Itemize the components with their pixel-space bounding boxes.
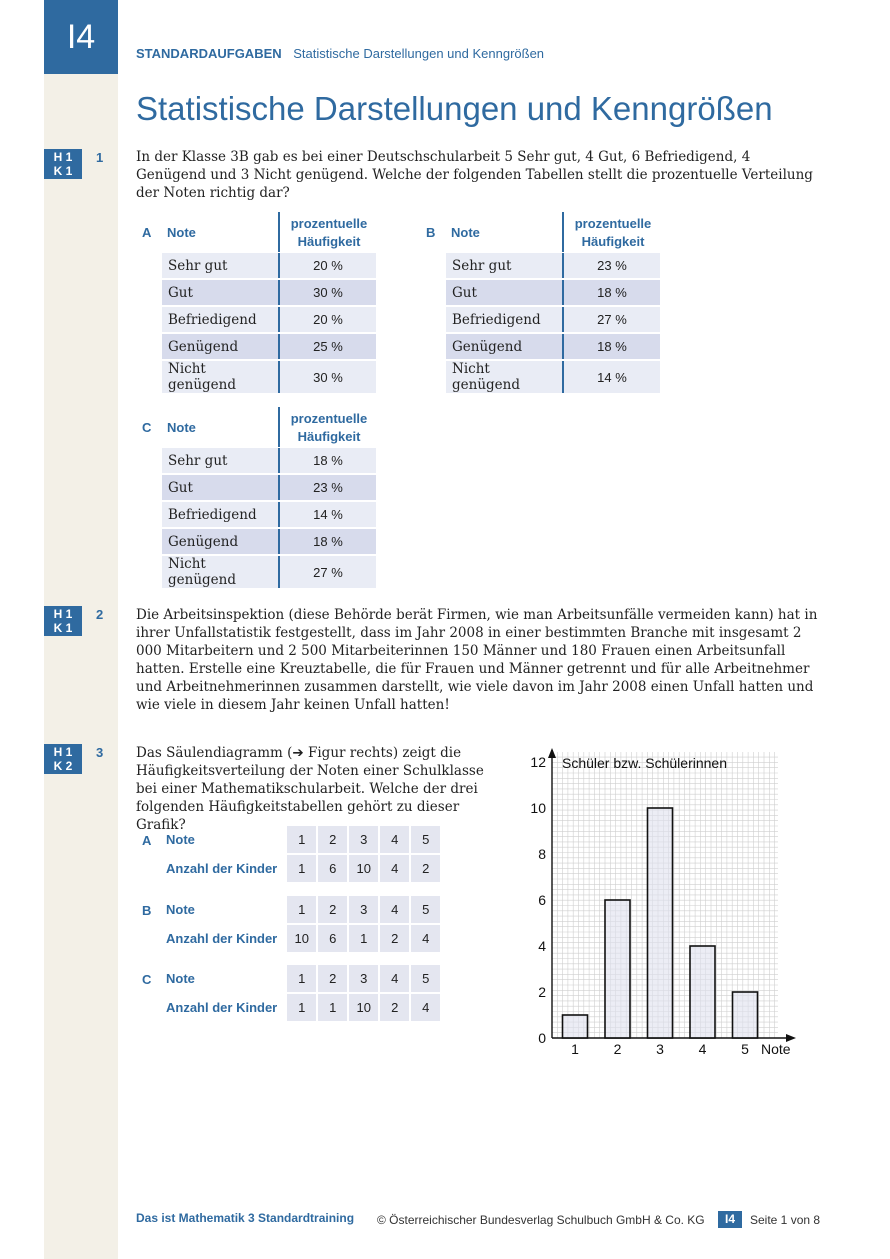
percent-cell: 30 % — [278, 361, 376, 393]
row-label-note: Note — [166, 902, 195, 917]
count-cell: 1 — [349, 925, 378, 952]
task-3-text: Das Säulendiagramm (➔ Figur rechts) zeigt die Häufigkeitsverteilung der Noten einer Schulklasse bei einer Mathematikschularbeit. Welche der drei folgenden Häufigkeitstabellen gehört zu dieser Grafik? — [136, 745, 484, 833]
y-tick-label: 4 — [538, 938, 546, 954]
column-header-line2: Häufigkeit — [297, 429, 361, 444]
note-cell: Genügend — [162, 529, 278, 554]
percent-cell: 20 % — [278, 253, 376, 278]
count-cell: 6 — [318, 855, 347, 882]
note-cell: 3 — [349, 896, 378, 923]
percent-cell: 18 % — [562, 280, 660, 305]
count-cell: 1 — [318, 994, 347, 1021]
y-axis-arrow — [548, 748, 556, 758]
count-row — [165, 855, 440, 882]
percent-cell: 14 % — [562, 361, 660, 393]
row-label-note: Note — [166, 832, 195, 847]
column-header-percent — [279, 215, 379, 251]
option-label: C — [142, 420, 152, 435]
y-tick-label: 8 — [538, 846, 546, 862]
note-cell: 1 — [287, 896, 316, 923]
note-cell: Befriedigend — [162, 307, 278, 332]
percent-cell: 25 % — [278, 334, 376, 359]
bar — [690, 946, 715, 1038]
column-divider — [562, 212, 564, 252]
note-cell: 1 — [287, 965, 316, 992]
note-cell: Sehr gut — [162, 448, 278, 473]
note-cell: 1 — [287, 826, 316, 853]
task-number: 3 — [96, 745, 104, 760]
y-tick-label: 6 — [538, 892, 546, 908]
option-label: B — [142, 903, 152, 918]
y-axis-label: Schüler bzw. Schülerinnen — [562, 755, 727, 771]
y-tick-label: 2 — [538, 984, 546, 1000]
section-label: STANDARDAUFGABEN — [136, 46, 282, 61]
row-label-count: Anzahl der Kinder — [166, 931, 278, 946]
note-cell: 3 — [349, 826, 378, 853]
grade-table-a — [162, 251, 376, 395]
table-row — [162, 361, 376, 393]
note-cell: 5 — [411, 896, 440, 923]
table-row — [162, 529, 376, 554]
grade-table-c — [162, 446, 376, 590]
frequency-table-b — [163, 894, 442, 954]
footer-publisher: © Österreichischer Bundesverlag Schulbuch GmbH & Co. KG — [377, 1213, 705, 1227]
count-cell: 10 — [349, 994, 378, 1021]
count-cell: 1 — [287, 855, 316, 882]
count-cell: 2 — [411, 855, 440, 882]
x-tick-label: 1 — [571, 1041, 579, 1057]
percent-cell: 20 % — [278, 307, 376, 332]
table-row — [446, 307, 660, 332]
table-row — [162, 253, 376, 278]
count-row — [165, 925, 440, 952]
row-label-note: Note — [166, 971, 195, 986]
column-header-note: Note — [451, 225, 480, 240]
column-header-line2: Häufigkeit — [297, 234, 361, 249]
column-header-line1: prozentuelle — [290, 216, 368, 231]
page-header — [136, 46, 544, 61]
bar-chart — [520, 740, 810, 1070]
note-row — [165, 896, 440, 923]
task-1-text: In der Klasse 3B gab es bei einer Deutschschularbeit 5 Sehr gut, 4 Gut, 6 Befriedigend, 4 Genügend und 3 Nicht genügend. Welche der folgenden Tabellen stellt die prozentuelle Verteilung der Noten richtig dar? — [136, 149, 813, 201]
count-cell: 2 — [380, 994, 409, 1021]
column-header-line1: prozentuelle — [574, 216, 652, 231]
percent-cell: 18 % — [278, 448, 376, 473]
note-cell: Befriedigend — [446, 307, 562, 332]
count-cell: 4 — [411, 994, 440, 1021]
competence-badge-3 — [44, 744, 82, 774]
note-cell: Nicht genügend — [162, 361, 278, 393]
k-level: K 2 — [53, 759, 73, 773]
note-cell: Genügend — [162, 334, 278, 359]
column-header-percent — [279, 410, 379, 446]
count-cell: 4 — [380, 855, 409, 882]
table-row — [162, 280, 376, 305]
table-row — [162, 448, 376, 473]
h-level: H 1 — [53, 607, 73, 621]
k-level: K 1 — [53, 621, 73, 635]
note-row — [165, 826, 440, 853]
note-cell: Befriedigend — [162, 502, 278, 527]
option-label: B — [426, 225, 436, 240]
count-cell: 6 — [318, 925, 347, 952]
task-number: 2 — [96, 607, 104, 622]
table-row — [446, 253, 660, 278]
table-row — [162, 556, 376, 588]
column-divider — [278, 407, 280, 447]
frequency-table-c — [163, 963, 442, 1023]
table-row — [162, 475, 376, 500]
percent-cell: 23 % — [562, 253, 660, 278]
competence-badge-1 — [44, 149, 82, 179]
column-header-line1: prozentuelle — [290, 411, 368, 426]
h-level: H 1 — [53, 150, 73, 164]
column-header-note: Note — [167, 225, 196, 240]
y-tick-label: 12 — [530, 754, 546, 770]
y-tick-label: 0 — [538, 1030, 546, 1046]
table-row — [162, 307, 376, 332]
table-row — [162, 502, 376, 527]
option-label: C — [142, 972, 152, 987]
frequency-table-a — [163, 824, 442, 884]
column-header-note: Note — [167, 420, 196, 435]
task-2-text: Die Arbeitsinspektion (diese Behörde berät Firmen, wie man Arbeitsunfälle vermeiden kann) hat in ihrer Unfallstatistik festgestellt, dass im Jahr 2008 in einer bestimmten Branche mit insgesamt 2 000 Mitarbeitern und 2 500 Mitarbeiterinnen 150 Männer und 180 Frauen einen Arbeitsunfall hatten. Erstelle eine Kreuztabelle, die für Frauen und Männer getrennt und für alle Arbeitnehmer und Arbeitnehmerinnen zusammen darstellt, wie viele davon im Jahr 2008 einen Unfall hatten und wie viele in diesem Jahr keinen Unfall hatten! — [136, 607, 818, 713]
footer-book-title: Das ist Mathematik 3 Standardtraining — [136, 1211, 355, 1225]
h-level: H 1 — [53, 745, 73, 759]
percent-cell: 14 % — [278, 502, 376, 527]
note-cell: 2 — [318, 826, 347, 853]
column-divider — [278, 212, 280, 252]
percent-cell: 30 % — [278, 280, 376, 305]
percent-cell: 27 % — [562, 307, 660, 332]
note-cell: Gut — [162, 280, 278, 305]
note-cell: Sehr gut — [446, 253, 562, 278]
count-cell: 10 — [349, 855, 378, 882]
table-row — [446, 361, 660, 393]
competence-badge-2 — [44, 606, 82, 636]
page-title: Statistische Darstellungen und Kenngrößen — [136, 90, 773, 127]
x-tick-label: 2 — [613, 1041, 622, 1057]
k-level: K 1 — [53, 164, 73, 178]
footer-page-number: Seite 1 von 8 — [750, 1213, 821, 1227]
table-row — [162, 334, 376, 359]
task-number: 1 — [96, 150, 104, 165]
row-label-count: Anzahl der Kinder — [166, 861, 278, 876]
option-label: A — [142, 225, 152, 240]
count-row — [165, 994, 440, 1021]
row-label-count: Anzahl der Kinder — [166, 1000, 278, 1015]
percent-cell: 23 % — [278, 475, 376, 500]
option-label: A — [142, 833, 152, 848]
x-axis-label: Note — [761, 1041, 791, 1057]
count-cell: 1 — [287, 994, 316, 1021]
x-tick-label: 3 — [656, 1041, 664, 1057]
note-cell: Genügend — [446, 334, 562, 359]
note-cell: 2 — [318, 965, 347, 992]
note-cell: 2 — [318, 896, 347, 923]
percent-cell: 18 % — [278, 529, 376, 554]
note-cell: Gut — [446, 280, 562, 305]
note-cell: 4 — [380, 826, 409, 853]
table-row — [446, 334, 660, 359]
chapter-badge: I4 — [44, 0, 118, 74]
note-cell: 3 — [349, 965, 378, 992]
x-tick-label: 4 — [698, 1041, 707, 1057]
note-cell: 5 — [411, 965, 440, 992]
column-header-line2: Häufigkeit — [581, 234, 645, 249]
note-cell: Gut — [162, 475, 278, 500]
column-header-percent — [563, 215, 663, 251]
count-cell: 2 — [380, 925, 409, 952]
percent-cell: 18 % — [562, 334, 660, 359]
x-tick-label: 5 — [741, 1041, 749, 1057]
note-cell: Nicht genügend — [446, 361, 562, 393]
grade-table-b — [446, 251, 660, 395]
count-cell: 4 — [411, 925, 440, 952]
note-cell: Sehr gut — [162, 253, 278, 278]
y-tick-label: 10 — [530, 800, 546, 816]
note-cell: 4 — [380, 965, 409, 992]
bar — [733, 992, 758, 1038]
percent-cell: 27 % — [278, 556, 376, 588]
table-row — [446, 280, 660, 305]
note-cell: 4 — [380, 896, 409, 923]
note-row — [165, 965, 440, 992]
bar — [563, 1015, 588, 1038]
footer-chapter-badge: I4 — [718, 1211, 742, 1228]
bar — [648, 808, 673, 1038]
bar — [605, 900, 630, 1038]
note-cell: Nicht genügend — [162, 556, 278, 588]
section-subtitle: Statistische Darstellungen und Kenngrößen — [293, 46, 545, 61]
note-cell: 5 — [411, 826, 440, 853]
count-cell: 10 — [287, 925, 316, 952]
